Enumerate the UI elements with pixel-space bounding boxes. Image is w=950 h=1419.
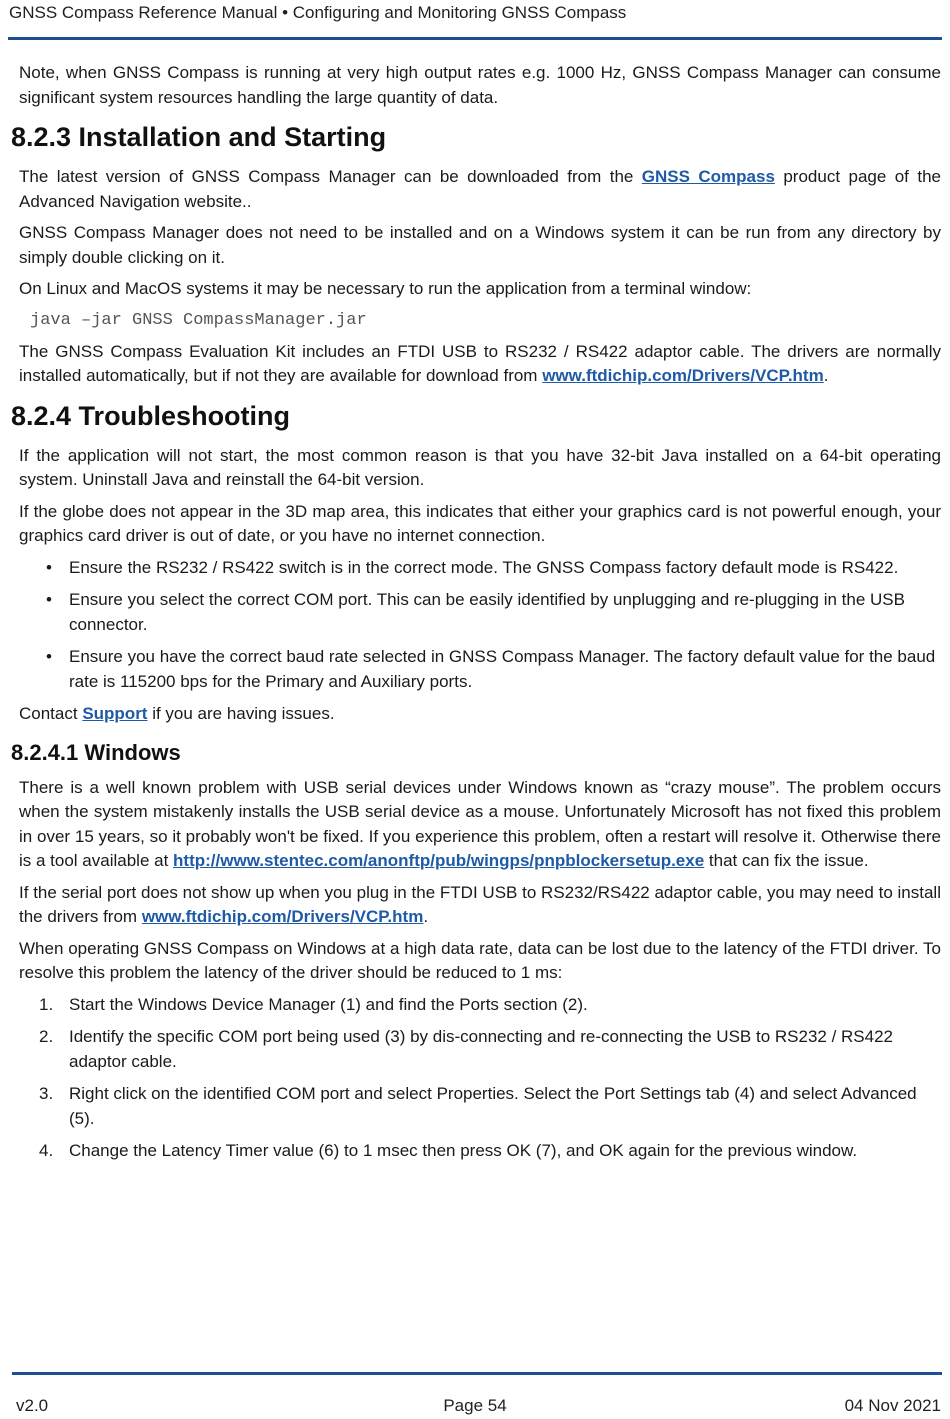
install-paragraph-no-install: GNSS Compass Manager does not need to be installed and on a Windows system it can be run from any directory by simply double clicking on it. [19, 223, 941, 267]
install-ftdi-text: The GNSS Compass Evaluation Kit includes an FTDI USB to RS232 / RS422 adaptor cable. The drivers are normally installed automatically, but if not they are available for download from [19, 341, 941, 385]
install-download-text-end: product page of the Advanced Navigation website.. [19, 167, 941, 211]
install-paragraph-download [19, 165, 941, 214]
intro-note: Note, when GNSS Compass is running at very high output rates e.g. 1000 Hz, GNSS Compass Manager can consume significant system resources handling the large quantity of data. [19, 63, 941, 107]
footer-page-number: Page 54 [443, 1396, 507, 1415]
step-number: 4. [39, 1141, 54, 1160]
bullet-text: Ensure the RS232 / RS422 switch is in the correct mode. The GNSS Compass factory default mode is RS422. [69, 557, 899, 577]
serial-port-text: If the serial port does not show up when you plug in the FTDI USB to RS232/RS422 adaptor cable, you may need to install the drivers from [19, 882, 941, 926]
list-item [19, 1025, 941, 1074]
footer-version: v2.0 [16, 1396, 49, 1415]
page-content [11, 61, 941, 1172]
step-text: Change the Latency Timer value (6) to 1 msec then press OK (7), and OK again for the previous window. [69, 1141, 858, 1160]
footer-date: 04 Nov 2021 [844, 1396, 941, 1415]
windows-paragraph-crazy-mouse [19, 776, 941, 874]
troubleshooting-bullet-list [19, 556, 941, 695]
install-paragraph-linux: On Linux and MacOS systems it may be necessary to run the application from a terminal window: [19, 279, 752, 298]
crazy-mouse-text-end: that can fix the issue. [704, 851, 869, 870]
step-text: Identify the specific COM port being used (3) by dis-connecting and re-connecting the USB to RS232 / RS422 adaptor cable. [69, 1027, 894, 1071]
gnss-compass-product-link[interactable]: GNSS Compass [641, 167, 775, 186]
subsection-heading-windows: 8.2.4.1 Windows [11, 739, 181, 765]
step-number: 1. [39, 994, 54, 1014]
page-header-title: GNSS Compass Reference Manual • Configuring and Monitoring GNSS Compass [9, 3, 627, 22]
list-item [19, 556, 941, 581]
install-ftdi-text-end: . [823, 366, 829, 385]
trouble-paragraph-globe: If the globe does not appear in the 3D map area, this indicates that either your graphics card is not powerful enough, your graphics card driver is out of date, or you have no internet connection. [19, 501, 941, 545]
header-divider [8, 37, 942, 40]
list-item [19, 1139, 941, 1164]
list-item [19, 993, 941, 1018]
terminal-command: java –jar GNSS CompassManager.jar [30, 310, 367, 330]
list-item [19, 588, 941, 637]
bullet-text: Ensure you have the correct baud rate selected in GNSS Compass Manager. The factory default value for the baud rate is 115200 bps for the Primary and Auxiliary ports. [69, 647, 936, 691]
install-download-text: The latest version of GNSS Compass Manager can be downloaded from the [19, 167, 642, 186]
contact-text-end: if you are having issues. [147, 704, 335, 723]
bullet-text: Ensure you select the correct COM port. This can be easily identified by unplugging and re-plugging in the USB connector. [69, 590, 905, 634]
bullet-icon: • [46, 557, 52, 577]
windows-paragraph-latency: When operating GNSS Compass on Windows at a high data rate, data can be lost due to the latency of the FTDI driver. To resolve this problem the latency of the driver should be reduced to 1 ms: [19, 938, 941, 982]
step-text: Right click on the identified COM port and select Properties. Select the Port Settings tab (4) and select Advanced (5). [69, 1084, 917, 1128]
footer-divider [12, 1372, 942, 1375]
list-item [19, 1082, 941, 1131]
step-number: 3. [39, 1084, 54, 1103]
support-link[interactable]: Support [82, 704, 148, 723]
bullet-icon: • [46, 647, 52, 666]
pnpblocker-link[interactable]: http://www.stentec.com/anonftp/pub/wingps/pnpblockersetup.exe [173, 851, 705, 870]
section-heading-installation: 8.2.3 Installation and Starting [11, 122, 387, 152]
latency-steps-list [19, 993, 941, 1164]
trouble-paragraph-java: If the application will not start, the most common reason is that you have 32-bit Java installed on a 64-bit operating system. Uninstall Java and reinstall the 64-bit version. [19, 445, 941, 489]
contact-text: Contact [19, 704, 83, 723]
step-number: 2. [39, 1027, 54, 1046]
list-item [19, 645, 941, 694]
step-text: Start the Windows Device Manager (1) and find the Ports section (2). [69, 994, 588, 1014]
bullet-icon: • [46, 590, 52, 609]
windows-paragraph-serial-port [19, 881, 941, 930]
ftdi-drivers-link-2[interactable]: www.ftdichip.com/Drivers/VCP.htm [141, 907, 424, 926]
section-heading-troubleshooting: 8.2.4 Troubleshooting [11, 400, 291, 431]
serial-port-text-end: . [423, 907, 429, 926]
ftdi-drivers-link[interactable]: www.ftdichip.com/Drivers/VCP.htm [542, 366, 824, 385]
crazy-mouse-text: There is a well known problem with USB serial devices under Windows known as “crazy mouse”. The problem occurs when the system mistakenly installs the USB serial device as a mouse. Unfortunately Microsoft has not fixed this problem in over 15 years, so it probably won't be fixed. If you experience this problem, often a restart will resolve it. Otherwise there is a tool available at [19, 777, 941, 870]
contact-support-paragraph [19, 702, 941, 727]
install-paragraph-ftdi [19, 340, 941, 389]
